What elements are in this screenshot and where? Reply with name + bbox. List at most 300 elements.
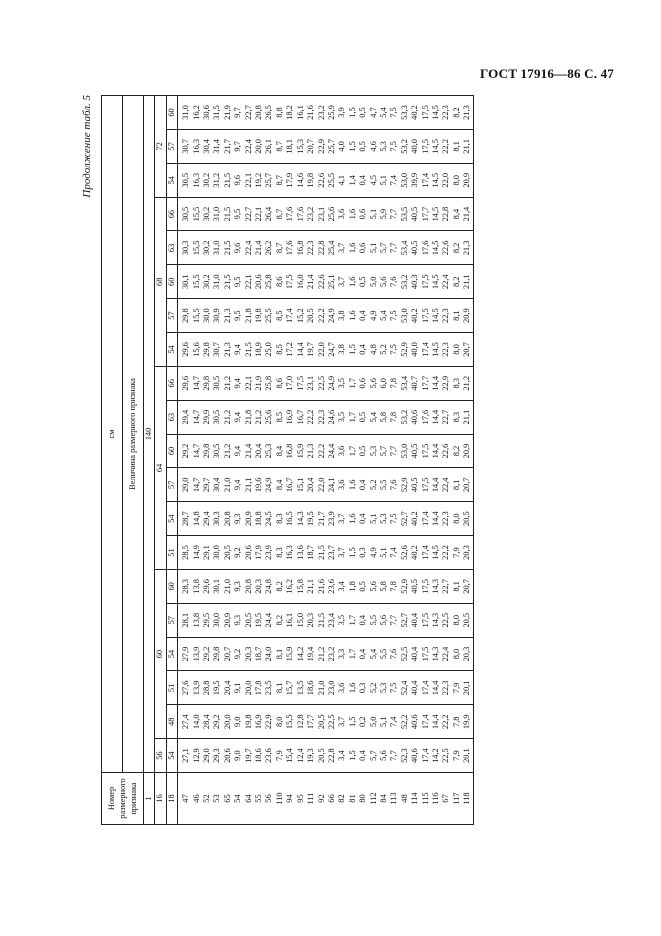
value-cell: 17,5: [296, 366, 306, 400]
value-cell: 14,3: [431, 569, 441, 603]
table-row: [223, 96, 233, 825]
value-cell: 17,2: [285, 333, 295, 367]
value-cell: 9,5: [233, 299, 243, 333]
value-cell: 15,2: [296, 299, 306, 333]
value-cell: 0,3: [358, 671, 368, 705]
value-cell: 14,5: [431, 265, 441, 299]
value-cell: 40,4: [410, 603, 420, 637]
value-cell: 8,2: [452, 265, 462, 299]
value-cell: 8,0: [275, 705, 285, 739]
value-cell: 7,6: [389, 637, 399, 671]
value-cell: 29,0: [202, 739, 212, 773]
table-row: [306, 96, 316, 825]
value-cell: 20,7: [462, 569, 473, 603]
value-cell: 20,8: [254, 96, 264, 130]
value-cell: 19,4: [306, 637, 316, 671]
value-cell: 16,0: [296, 265, 306, 299]
value-cell: 29,1: [202, 536, 212, 570]
value-cell: 20,9: [223, 603, 233, 637]
value-cell: 20,4: [306, 468, 316, 502]
value-cell: 53,0: [400, 434, 410, 468]
value-cell: 30,5: [212, 434, 222, 468]
value-cell: 21,0: [317, 671, 327, 705]
sub-header-1: 48: [166, 705, 177, 739]
feature-number: 52: [202, 773, 212, 825]
table-row: [410, 96, 420, 825]
value-cell: 5,3: [379, 671, 389, 705]
value-cell: 0,3: [358, 536, 368, 570]
value-cell: 7,5: [389, 671, 399, 705]
table-row: [254, 96, 264, 825]
value-cell: 9,4: [233, 400, 243, 434]
value-cell: 52,6: [400, 536, 410, 570]
value-cell: 0,6: [358, 366, 368, 400]
value-cell: 1,6: [348, 299, 358, 333]
value-cell: 25,9: [327, 96, 337, 130]
value-cell: 3,7: [337, 705, 347, 739]
value-cell: 20,0: [254, 129, 264, 163]
value-cell: 24,7: [327, 333, 337, 367]
value-cell: 22,5: [317, 366, 327, 400]
value-cell: 5,8: [379, 569, 389, 603]
sub-header-2: 51: [166, 671, 177, 705]
value-cell: 25,8: [264, 265, 274, 299]
value-cell: 1,6: [348, 671, 358, 705]
value-cell: 0,4: [358, 502, 368, 536]
value-cell: 18,7: [306, 536, 316, 570]
table-row: [202, 96, 212, 825]
value-cell: 14,6: [296, 163, 306, 197]
value-cell: 8,1: [275, 637, 285, 671]
value-cell: 17,5: [421, 603, 431, 637]
value-cell: 9,5: [233, 197, 243, 231]
value-cell: 40,5: [410, 569, 420, 603]
value-cell: 5,0: [369, 705, 379, 739]
value-cell: 22,9: [264, 705, 274, 739]
table-row: [431, 96, 441, 825]
value-cell: 0,4: [358, 468, 368, 502]
value-cell: 21,4: [254, 231, 264, 265]
value-cell: 5,5: [379, 468, 389, 502]
value-cell: 20,6: [244, 536, 254, 570]
table-row: [233, 96, 243, 825]
value-cell: 22,8: [327, 739, 337, 773]
value-cell: 21,1: [244, 468, 254, 502]
value-cell: 23,2: [317, 96, 327, 130]
table-row: [275, 96, 285, 825]
value-cell: 9,6: [233, 163, 243, 197]
value-cell: 40,0: [410, 129, 420, 163]
value-cell: 24,5: [264, 502, 274, 536]
value-cell: 25,6: [264, 400, 274, 434]
value-cell: 5,2: [379, 333, 389, 367]
value-cell: 29,4: [202, 502, 212, 536]
value-cell: 8,5: [275, 299, 285, 333]
value-cell: 8,6: [275, 265, 285, 299]
value-cell: 1,5: [348, 96, 358, 130]
value-cell: 23,9: [327, 502, 337, 536]
value-cell: 9,6: [233, 231, 243, 265]
value-cell: 20,5: [317, 739, 327, 773]
value-cell: 12,8: [296, 705, 306, 739]
value-cell: 25,6: [327, 197, 337, 231]
value-cell: 5,1: [369, 197, 379, 231]
value-cell: 53,0: [400, 299, 410, 333]
value-cell: 27,6: [178, 671, 192, 705]
value-cell: 0,5: [358, 96, 368, 130]
table-row: [264, 96, 274, 825]
value-cell: 1,6: [348, 468, 358, 502]
value-cell: 22,1: [244, 265, 254, 299]
value-cell: 40,2: [410, 299, 420, 333]
value-cell: 7,4: [389, 705, 399, 739]
value-cell: 20,4: [223, 671, 233, 705]
feature-number: 84: [379, 773, 389, 825]
value-cell: 29,6: [202, 569, 212, 603]
value-cell: 21,3: [306, 434, 316, 468]
value-cell: 24,9: [327, 366, 337, 400]
value-cell: 52,7: [400, 603, 410, 637]
value-cell: 24,4: [264, 603, 274, 637]
value-cell: 52,4: [400, 671, 410, 705]
value-cell: 31,0: [212, 265, 222, 299]
value-cell: 8,6: [275, 366, 285, 400]
height-header: 140: [144, 96, 155, 773]
value-cell: 29,3: [212, 739, 222, 773]
value-cell: 3,7: [337, 502, 347, 536]
value-cell: 22,4: [244, 129, 254, 163]
value-cell: 40,2: [410, 96, 420, 130]
value-cell: 14,5: [431, 536, 441, 570]
table-row: [369, 96, 379, 825]
value-cell: 20,5: [317, 705, 327, 739]
value-cell: 17,8: [254, 671, 264, 705]
value-cell: 22,2: [317, 434, 327, 468]
value-cell: 17,5: [421, 434, 431, 468]
value-cell: 21,9: [254, 366, 264, 400]
value-cell: 23,4: [327, 603, 337, 637]
value-cell: 22,3: [317, 400, 327, 434]
value-cell: 16,3: [192, 129, 202, 163]
value-cell: 29,9: [202, 400, 212, 434]
value-cell: 21,2: [462, 366, 473, 400]
value-cell: 30,1: [212, 569, 222, 603]
value-cell: 9,3: [233, 569, 243, 603]
value-cell: 25,0: [264, 333, 274, 367]
value-cell: 5,7: [379, 434, 389, 468]
value-cell: 21,2: [254, 400, 264, 434]
value-cell: 24,9: [327, 299, 337, 333]
value-cell: 23,9: [264, 536, 274, 570]
value-cell: 8,5: [275, 333, 285, 367]
value-cell: 8,3: [275, 502, 285, 536]
sub-header-14: 60: [166, 265, 177, 299]
value-cell: 1,6: [348, 197, 358, 231]
value-cell: 17,4: [421, 502, 431, 536]
value-cell: 20,9: [462, 434, 473, 468]
value-cell: 1,7: [348, 434, 358, 468]
value-cell: 5,9: [379, 197, 389, 231]
feature-number: 64: [244, 773, 254, 825]
table-row: [317, 96, 327, 825]
value-cell: 7,4: [389, 536, 399, 570]
value-cell: 19,7: [244, 739, 254, 773]
value-cell: 5,3: [379, 502, 389, 536]
value-cell: 4,7: [369, 96, 379, 130]
feature-number: 95: [296, 773, 306, 825]
value-cell: 8,0: [452, 502, 462, 536]
value-cell: 28,3: [178, 569, 192, 603]
value-cell: 7,7: [389, 197, 399, 231]
value-cell: 17,4: [421, 163, 431, 197]
value-cell: 22,6: [317, 163, 327, 197]
value-cell: 40,6: [410, 739, 420, 773]
value-cell: 30,3: [178, 231, 192, 265]
value-cell: 21,1: [462, 129, 473, 163]
value-cell: 7,8: [452, 705, 462, 739]
value-cell: 21,2: [317, 637, 327, 671]
group-68-header: 68: [155, 197, 166, 366]
value-cell: 24,6: [327, 400, 337, 434]
value-cell: 14,9: [192, 536, 202, 570]
value-cell: 14,7: [192, 366, 202, 400]
value-cell: 20,7: [306, 129, 316, 163]
feature-number: 112: [369, 773, 379, 825]
value-cell: 7,8: [389, 400, 399, 434]
value-cell: 20,7: [462, 468, 473, 502]
value-cell: 31,0: [178, 96, 192, 130]
value-cell: 21,1: [462, 400, 473, 434]
value-cell: 20,7: [462, 333, 473, 367]
value-cell: 40,0: [410, 333, 420, 367]
value-cell: 4,9: [369, 536, 379, 570]
value-cell: 17,5: [421, 96, 431, 130]
table-row: [379, 96, 389, 825]
value-cell: 22,4: [441, 637, 451, 671]
value-cell: 7,7: [389, 231, 399, 265]
value-cell: 20,8: [223, 502, 233, 536]
value-cell: 29,0: [178, 468, 192, 502]
value-cell: 13,6: [296, 536, 306, 570]
value-cell: 14,5: [431, 129, 441, 163]
value-cell: 0,4: [358, 637, 368, 671]
value-cell: 21,3: [223, 333, 233, 367]
value-cell: 30,4: [202, 129, 212, 163]
value-cell: 19,2: [254, 163, 264, 197]
table-row: [400, 96, 410, 825]
value-cell: 52,9: [400, 468, 410, 502]
value-cell: 5,3: [379, 129, 389, 163]
value-cell: 40,7: [410, 366, 420, 400]
value-cell: 21,3: [462, 231, 473, 265]
value-cell: 21,5: [223, 265, 233, 299]
value-cell: 22,1: [254, 197, 264, 231]
value-cell: 8,2: [275, 603, 285, 637]
value-cell: 25,1: [327, 265, 337, 299]
value-cell: 31,0: [212, 231, 222, 265]
value-cell: 4,1: [337, 163, 347, 197]
value-cell: 20,4: [254, 434, 264, 468]
feature-number: 116: [431, 773, 441, 825]
value-cell: 8,7: [275, 197, 285, 231]
value-cell: 22,2: [441, 129, 451, 163]
value-cell: 14,8: [192, 502, 202, 536]
value-cell: 19,8: [244, 705, 254, 739]
value-cell: 28,1: [178, 603, 192, 637]
value-cell: 8,7: [275, 129, 285, 163]
value-cell: 53,2: [400, 400, 410, 434]
value-cell: 40,5: [410, 197, 420, 231]
table-row: [421, 96, 431, 825]
value-cell: 22,2: [441, 536, 451, 570]
value-cell: 1,6: [348, 502, 358, 536]
value-cell: 20,5: [462, 603, 473, 637]
value-cell: 0,6: [358, 197, 368, 231]
value-cell: 14,5: [431, 96, 441, 130]
feature-number: 54: [233, 773, 243, 825]
value-cell: 0,6: [358, 231, 368, 265]
value-cell: 22,3: [441, 671, 451, 705]
value-cell: 4,9: [369, 299, 379, 333]
value-cell: 29,2: [178, 434, 192, 468]
value-cell: 8,1: [452, 468, 462, 502]
value-cell: 15,5: [192, 299, 202, 333]
value-cell: 17,7: [306, 705, 316, 739]
value-cell: 5,2: [369, 671, 379, 705]
value-cell: 24,1: [327, 468, 337, 502]
value-cell: 8,5: [275, 400, 285, 434]
feature-number: 80: [358, 773, 368, 825]
value-cell: 23,1: [317, 197, 327, 231]
value-cell: 16,5: [285, 502, 295, 536]
value-cell: 20,3: [306, 603, 316, 637]
table-row: [192, 96, 202, 825]
value-cell: 23,0: [327, 671, 337, 705]
value-cell: 17,6: [421, 231, 431, 265]
value-cell: 22,7: [244, 96, 254, 130]
value-cell: 5,6: [369, 366, 379, 400]
value-cell: 53,4: [400, 366, 410, 400]
value-cell: 5,1: [379, 536, 389, 570]
feature-number: 81: [348, 773, 358, 825]
units-header: см: [102, 96, 123, 773]
feature-number: 114: [410, 773, 420, 825]
sub-header-0: 54: [166, 739, 177, 773]
value-cell: 21,7: [317, 502, 327, 536]
value-cell: 17,5: [421, 468, 431, 502]
group-60-header: 60: [155, 569, 166, 738]
value-cell: 21,5: [223, 231, 233, 265]
value-cell: 0,5: [358, 265, 368, 299]
value-cell: 20,9: [462, 299, 473, 333]
value-cell: 23,2: [327, 637, 337, 671]
value-cell: 17,5: [421, 637, 431, 671]
value-cell: 9,1: [233, 671, 243, 705]
col0-num: 16: [155, 773, 166, 825]
feature-number: 47: [178, 773, 192, 825]
value-cell: 15,1: [296, 468, 306, 502]
value-cell: 0,5: [358, 129, 368, 163]
value-cell: 7,5: [389, 299, 399, 333]
value-cell: 40,5: [410, 434, 420, 468]
value-cell: 3,6: [337, 671, 347, 705]
value-cell: 17,9: [254, 536, 264, 570]
value-cell: 7,8: [389, 569, 399, 603]
value-cell: 27,9: [178, 637, 192, 671]
value-cell: 40,2: [410, 502, 420, 536]
value-cell: 29,4: [178, 400, 192, 434]
value-cell: 21,0: [223, 468, 233, 502]
value-cell: 8,3: [452, 400, 462, 434]
value-cell: 19,5: [254, 603, 264, 637]
value-cell: 16,8: [296, 231, 306, 265]
value-cell: 3,7: [337, 231, 347, 265]
value-cell: 25,3: [264, 434, 274, 468]
sub-header-17: 54: [166, 163, 177, 197]
value-cell: 29,6: [178, 366, 192, 400]
value-cell: 15,5: [192, 265, 202, 299]
sub-header-6: 51: [166, 536, 177, 570]
value-cell: 27,4: [178, 705, 192, 739]
value-cell: 7,7: [389, 434, 399, 468]
value-cell: 17,9: [285, 163, 295, 197]
value-cell: 20,3: [462, 637, 473, 671]
value-cell: 20,9: [244, 502, 254, 536]
group-72-header: 72: [155, 96, 166, 198]
value-cell: 9,5: [233, 265, 243, 299]
value-cell: 17,4: [421, 705, 431, 739]
value-cell: 22,4: [441, 468, 451, 502]
value-cell: 0,5: [358, 569, 368, 603]
value-cell: 19,9: [462, 705, 473, 739]
sub-header-5: 60: [166, 569, 177, 603]
value-cell: 30,0: [212, 536, 222, 570]
value-cell: 30,6: [202, 96, 212, 130]
value-cell: 16,2: [192, 96, 202, 130]
value-cell: 8,0: [452, 333, 462, 367]
value-cell: 18,7: [254, 637, 264, 671]
feature-number: 55: [254, 773, 264, 825]
value-cell: 26,1: [264, 129, 274, 163]
value-cell: 9,4: [233, 434, 243, 468]
value-cell: 21,6: [317, 569, 327, 603]
table-row: [462, 96, 473, 825]
value-cell: 8,0: [452, 163, 462, 197]
value-cell: 17,6: [421, 400, 431, 434]
value-cell: 53,3: [400, 96, 410, 130]
value-cell: 24,4: [327, 434, 337, 468]
value-cell: 8,1: [452, 129, 462, 163]
value-cell: 40,5: [410, 468, 420, 502]
value-cell: 22,5: [327, 705, 337, 739]
value-cell: 8,1: [452, 299, 462, 333]
value-cell: 39,9: [410, 163, 420, 197]
value-cell: 22,3: [441, 299, 451, 333]
value-cell: 5,3: [369, 434, 379, 468]
feature-number: 94: [285, 773, 295, 825]
value-cell: 8,4: [275, 468, 285, 502]
value-cell: 20,3: [462, 536, 473, 570]
value-cell: 8,7: [275, 163, 285, 197]
dimension-table: [101, 95, 474, 825]
table-row: [327, 96, 337, 825]
value-cell: 22,4: [244, 231, 254, 265]
value-cell: 18,1: [285, 129, 295, 163]
value-cell: 8,7: [275, 231, 285, 265]
sub-header-11: 66: [166, 366, 177, 400]
feature-number: 82: [337, 773, 347, 825]
value-cell: 25,5: [264, 299, 274, 333]
